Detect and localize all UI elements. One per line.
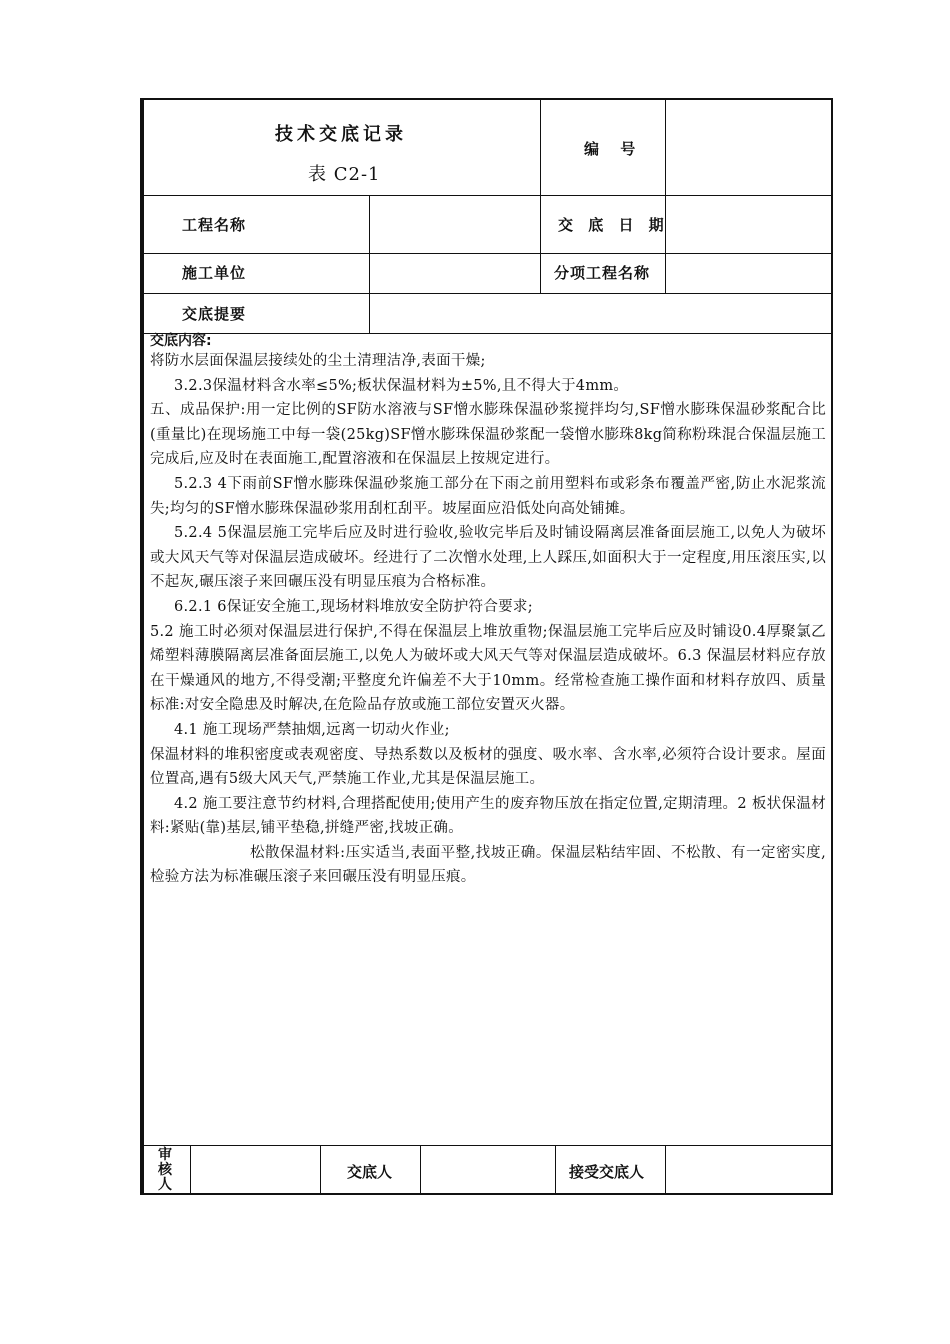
col-divider bbox=[540, 98, 541, 253]
col-divider bbox=[665, 98, 666, 293]
summary-label: 交底提要 bbox=[182, 305, 247, 323]
col-divider bbox=[420, 1145, 421, 1195]
content-paragraph: 保温材料的堆积密度或表观密度、导热系数以及板材的强度、吸水率、含水率,必须符合设计要求。屋面位置高,遇有5级大风天气,严禁施工作业,尤其是保温层施工。 bbox=[150, 746, 826, 788]
project-name-value[interactable] bbox=[371, 197, 539, 252]
content-paragraph: 松散保温材料:压实适当,表面平整,找坡正确。保温层粘结牢固、不松散、有一定密实度,检验方法为标准碾压滚子来回碾压没有明显压痕。 bbox=[150, 844, 826, 886]
content-paragraph: 5.2.3 4下雨前SF憎水膨珠保温砂浆施工部分在下雨之前用塑料布或彩条布覆盖严密,防止水泥浆流失;均匀的SF憎水膨珠保温砂浆用刮杠刮平。坡屋面应沿低处向高处铺摊。 bbox=[150, 475, 826, 517]
reviewer-signature[interactable] bbox=[192, 1147, 319, 1193]
content-paragraph: 将防水层面保温层接续处的尘土清理洁净,表面干燥; bbox=[150, 353, 486, 369]
content-paragraph: 五、成品保护:用一定比例的SF防水溶液与SF憎水膨珠保温砂浆搅拌均匀,SF憎水膨珠保温砂浆配合比(重量比)在现场施工中每一袋(25kg)SF憎水膨珠保温砂浆配一袋憎水膨珠8kg简称粉珠混合保温层施工完成后,应及时在表面施工,配置溶液和在保温层上按规定进行。 bbox=[150, 402, 826, 468]
content-paragraph: 5.2 施工时必须对保温层进行保护,不得在保温层上堆放重物;保温层施工完毕后应及时铺设0.4厚聚氯乙烯塑料薄膜隔离层准备面层施工,以免人为破坏或大风天气等对保温层造成破坏。6.3 保温层材料应存放在干燥通风的地方,不得受潮;平整度允许偏差不大于10mm。经常检查施工操作面和材料存放四、质量标准:对安全隐患及时解决,在危险品存放或施工部位安置灭火器。 bbox=[150, 623, 826, 714]
content-paragraph: 6.2.1 6保证安全施工,现场材料堆放安全防护符合要求; bbox=[174, 598, 533, 615]
sub-project-label: 分项工程名称 bbox=[554, 264, 651, 282]
unit-value[interactable] bbox=[371, 255, 539, 292]
row-divider bbox=[142, 195, 833, 196]
col-divider bbox=[190, 1145, 191, 1195]
date-value[interactable] bbox=[667, 197, 831, 252]
col-divider bbox=[540, 253, 541, 293]
form-subtitle: 表 C2-1 bbox=[308, 164, 381, 185]
content-paragraph: 3.2.3保温材料含水率≤5%;板状保温材料为±5%,且不得大于4mm。 bbox=[174, 377, 629, 394]
summary-value[interactable] bbox=[371, 295, 831, 332]
col-divider bbox=[369, 195, 370, 333]
content-paragraph: 4.2 施工要注意节约材料,合理搭配使用;使用产生的废弃物压放在指定位置,定期清理。2 板状保温材料:紧贴(靠)基层,铺平垫稳,拼缝严密,找坡正确。 bbox=[150, 795, 826, 837]
col-divider bbox=[665, 1145, 666, 1195]
number-label: 编 号 bbox=[584, 140, 644, 158]
content-paragraph: 4.1 施工现场严禁抽烟,远离一切动火作业; bbox=[174, 721, 450, 738]
sub-project-value[interactable] bbox=[667, 255, 831, 292]
date-label: 交 底 日 期 bbox=[558, 216, 669, 234]
col-divider bbox=[320, 1145, 321, 1195]
presenter-signature[interactable] bbox=[422, 1147, 554, 1193]
reviewer-label: 审核人 bbox=[158, 1147, 172, 1193]
col-divider bbox=[555, 1145, 556, 1195]
number-value-cell[interactable] bbox=[667, 100, 831, 194]
row-divider bbox=[142, 1145, 833, 1146]
content-paragraph: 5.2.4 5保温层施工完毕后应及时进行验收,验收完毕后及时铺设隔离层准备面层施工,以免人为破坏或大风天气等对保温层造成破坏。经进行了二次憎水处理,上人踩压,如面积大于一定程度,用压滚压实,以不起灰,碾压滚子来回碾压没有明显压痕为合格标准。 bbox=[150, 525, 826, 591]
receiver-label: 接受交底人 bbox=[569, 1163, 645, 1181]
row-divider bbox=[142, 253, 833, 254]
receiver-signature[interactable] bbox=[667, 1147, 831, 1193]
disclosure-content bbox=[150, 333, 826, 890]
unit-label: 施工单位 bbox=[182, 264, 247, 282]
project-name-label: 工程名称 bbox=[182, 216, 247, 234]
row-divider bbox=[142, 293, 833, 294]
form-title: 技术交底记录 bbox=[275, 124, 407, 145]
content-label: 交底内容: bbox=[150, 333, 212, 349]
presenter-label: 交底人 bbox=[347, 1163, 393, 1181]
